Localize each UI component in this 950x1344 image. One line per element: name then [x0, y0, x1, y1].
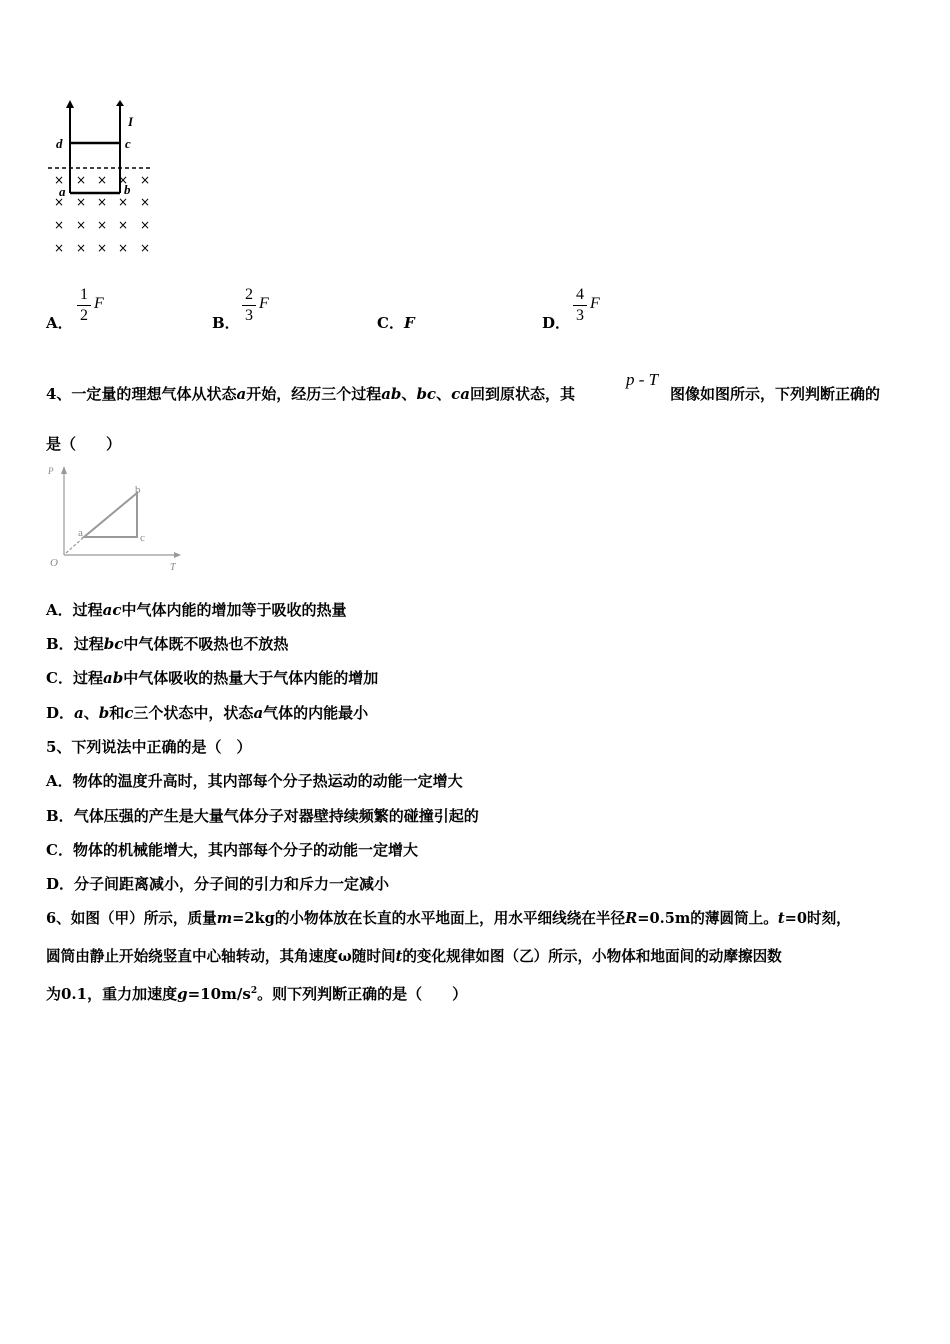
field-cross-mark: × [54, 173, 65, 187]
loop-in-magnetic-field-figure [40, 98, 170, 263]
label-current-i: I [128, 114, 134, 129]
q3-option-b-fraction: 2 3 F [242, 286, 256, 325]
field-cross-mark: × [118, 218, 129, 232]
q5-option-c: C．物体的机械能增大，其内部每个分子的动能一定增大 [46, 841, 418, 859]
q4-option-d: D．a、b和c三个状态中，状态a气体的内能最小 [46, 704, 369, 722]
field-cross-mark: × [140, 195, 151, 209]
q5-option-b: B．气体压强的产生是大量气体分子对器壁持续频繁的碰撞引起的 [46, 807, 479, 825]
q4-stem-line1-end: 图像如图所示，下列判断正确的 [670, 385, 881, 403]
field-cross-mark: × [97, 195, 108, 209]
q6-stem-line1: 6、如图（甲）所示，质量m=2kg的小物体放在长直的水平地面上，用水平细线绕在半径R=0.5m的薄圆筒上。t=0时刻， [46, 910, 851, 927]
q5-option-a: A．物体的温度升高时，其内部每个分子热运动的动能一定增大 [46, 772, 463, 790]
field-cross-mark: × [118, 241, 129, 255]
label-c: c [125, 136, 131, 151]
q6-stem-line3: 为0.1，重力加速度$g=10m/s^2$。则下列判断正确的是（ ） [46, 985, 468, 1003]
q3-option-c: C．F [377, 314, 415, 332]
q4-option-b: B．过程bc中气体既不吸热也不放热 [46, 635, 289, 653]
origin-label: O [50, 557, 58, 569]
field-cross-mark: × [76, 195, 87, 209]
point-a-label: a [78, 527, 83, 539]
axis-label-t: T [170, 562, 176, 573]
field-cross-mark: × [140, 218, 151, 232]
magnetic-field-crosses [54, 173, 150, 255]
field-cross-mark: × [54, 241, 65, 255]
q4-stem-line2: 是（ ） [46, 435, 122, 453]
field-cross-mark: × [97, 241, 108, 255]
q5-option-d: D．分子间距离减小，分子间的引力和斥力一定减小 [46, 875, 390, 893]
q4-option-c: C．过程ab中气体吸收的热量大于气体内能的增加 [46, 669, 379, 687]
field-cross-mark: × [140, 173, 151, 187]
label-a: a [59, 184, 66, 199]
q3-option-d-fraction: 4 3 F [573, 286, 587, 325]
point-b-label: b [135, 484, 141, 496]
label-b: b [124, 182, 131, 197]
field-cross-mark: × [76, 218, 87, 232]
q5-stem: 5、下列说法中正确的是（ ） [46, 738, 252, 756]
q6-stem-line2: 圆筒由静止开始绕竖直中心轴转动，其角速度ω随时间t的变化规律如图（乙）所示，小物体和地面间的动摩擦因数 [46, 948, 782, 965]
axis-label-p: P [48, 466, 54, 476]
field-cross-mark: × [118, 195, 129, 209]
q3-option-a-fraction: 1 2 F [77, 286, 91, 325]
field-cross-mark: × [54, 218, 65, 232]
field-cross-mark: × [97, 173, 108, 187]
point-c-label: c [140, 532, 145, 544]
pt-formula: p - T [626, 370, 659, 389]
q4-stem-line1: 4、一定量的理想气体从状态a开始，经历三个过程ab、bc、ca回到原状态，其 [46, 385, 575, 403]
pt-graph-figure [44, 460, 184, 575]
field-cross-mark: × [76, 241, 87, 255]
field-cross-mark: × [97, 218, 108, 232]
q3-option-a: A． [46, 314, 73, 332]
q3-option-d: D． [542, 314, 571, 332]
label-d: d [56, 136, 63, 151]
field-cross-mark: × [54, 195, 65, 209]
field-cross-mark: × [140, 241, 151, 255]
q4-option-a: A．过程ac中气体内能的增加等于吸收的热量 [46, 601, 347, 619]
field-cross-mark: × [76, 173, 87, 187]
q3-option-b: B． [212, 314, 240, 332]
field-cross-mark: × [118, 173, 129, 187]
